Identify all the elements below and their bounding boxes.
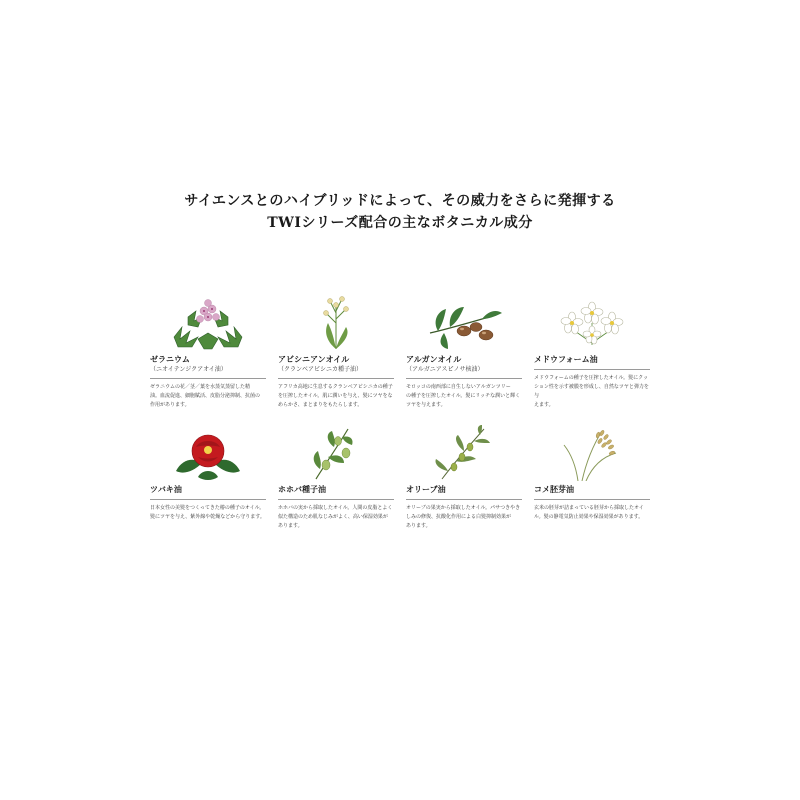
ingredient-subname: （クランベアビシニカ種子油） bbox=[278, 366, 363, 373]
ingredient-description: 玄米の胚芽が詰まっている胚芽から採取したオイ ル。髪の静電気防止効果や保湿効果があります。 bbox=[534, 505, 644, 520]
divider bbox=[406, 378, 522, 379]
page-title-line-2: TWIシリーズ配合の主なボタニカル成分 bbox=[267, 215, 533, 231]
divider bbox=[406, 499, 522, 500]
ingredient-card-jojoba bbox=[278, 422, 394, 531]
meadowfoam-icon bbox=[534, 292, 650, 352]
ingredient-card-rice bbox=[534, 422, 650, 531]
ingredient-card-geranium bbox=[150, 292, 266, 410]
ingredient-name: オリーブ油 bbox=[406, 484, 446, 494]
ingredient-card-abyssinian bbox=[278, 292, 394, 410]
ingredient-name: コメ胚芽油 bbox=[534, 484, 574, 494]
geranium-icon bbox=[150, 292, 266, 352]
ingredient-description: アフリカ高地に生息するクランベアビシニカの種子 を圧搾したオイル。肌に潤いを与え、髪にツヤをな めらかさ、まとまりをもたらします。 bbox=[278, 384, 393, 408]
rice-icon bbox=[534, 422, 650, 482]
olive-icon bbox=[406, 422, 522, 482]
ingredient-subname: （ニオイテンジクアオイ油） bbox=[150, 366, 227, 373]
ingredient-card-meadowfoam bbox=[534, 292, 650, 410]
page-title-line-1: サイエンスとのハイブリッドによって、その威力をさらに発揮する bbox=[184, 193, 616, 209]
ingredient-description: ホホバの実から採取したオイル。人間の皮脂とよく 似た構造のため肌なじみがよく、高い保湿効果が あります。 bbox=[278, 505, 393, 529]
divider bbox=[278, 499, 394, 500]
ingredient-description: オリーブの果実から採取したオイル。パサつきやき しみの修復、抗酸化作用による白髪抑制効果が あります。 bbox=[406, 505, 521, 529]
ingredient-description: ゼラニウムの花／茎／葉を水蒸気蒸留した精 油。血流促進、細胞賦活、皮脂分泌抑制、抗菌の 作用があります。 bbox=[150, 384, 261, 408]
divider bbox=[534, 369, 650, 370]
divider bbox=[150, 499, 266, 500]
ingredient-name: ゼラニウム bbox=[150, 354, 190, 364]
divider bbox=[278, 378, 394, 379]
ingredient-name: ツバキ油 bbox=[150, 484, 182, 494]
ingredient-card-olive bbox=[406, 422, 522, 531]
ingredient-card-camellia bbox=[150, 422, 266, 531]
divider bbox=[534, 499, 650, 500]
divider bbox=[150, 378, 266, 379]
camellia-icon bbox=[150, 422, 266, 482]
ingredient-description: メドウフォームの種子を圧搾したオイル。髪にクッ ション性を示す被膜を形成し、自然なツヤと弾力を与 えます。 bbox=[534, 375, 649, 408]
ingredient-subname: （アルガニアスピノサ核油） bbox=[406, 366, 484, 373]
abyssinian-icon bbox=[278, 292, 394, 352]
ingredient-grid bbox=[150, 292, 660, 531]
ingredient-card-argan bbox=[406, 292, 522, 410]
title-block bbox=[0, 190, 800, 234]
ingredient-name: メドウフォーム油 bbox=[534, 354, 598, 364]
ingredient-description: モロッコの南西部に自生しないアルガンツリー の種子を圧搾したオイル。髪にリッチな潤いと輝く ツヤを与えます。 bbox=[406, 384, 521, 408]
ingredient-description: 日本女性の美髪をつくってきた椿の種子のオイル。 髪にツヤを与え、紫外線や乾燥などから守ります。 bbox=[150, 505, 265, 520]
ingredient-name: アルガンオイル bbox=[406, 354, 462, 364]
argan-icon bbox=[406, 292, 522, 352]
ingredient-name: ホホバ種子油 bbox=[278, 484, 326, 494]
jojoba-icon bbox=[278, 422, 394, 482]
ingredient-name: アビシニアンオイル bbox=[278, 354, 350, 364]
